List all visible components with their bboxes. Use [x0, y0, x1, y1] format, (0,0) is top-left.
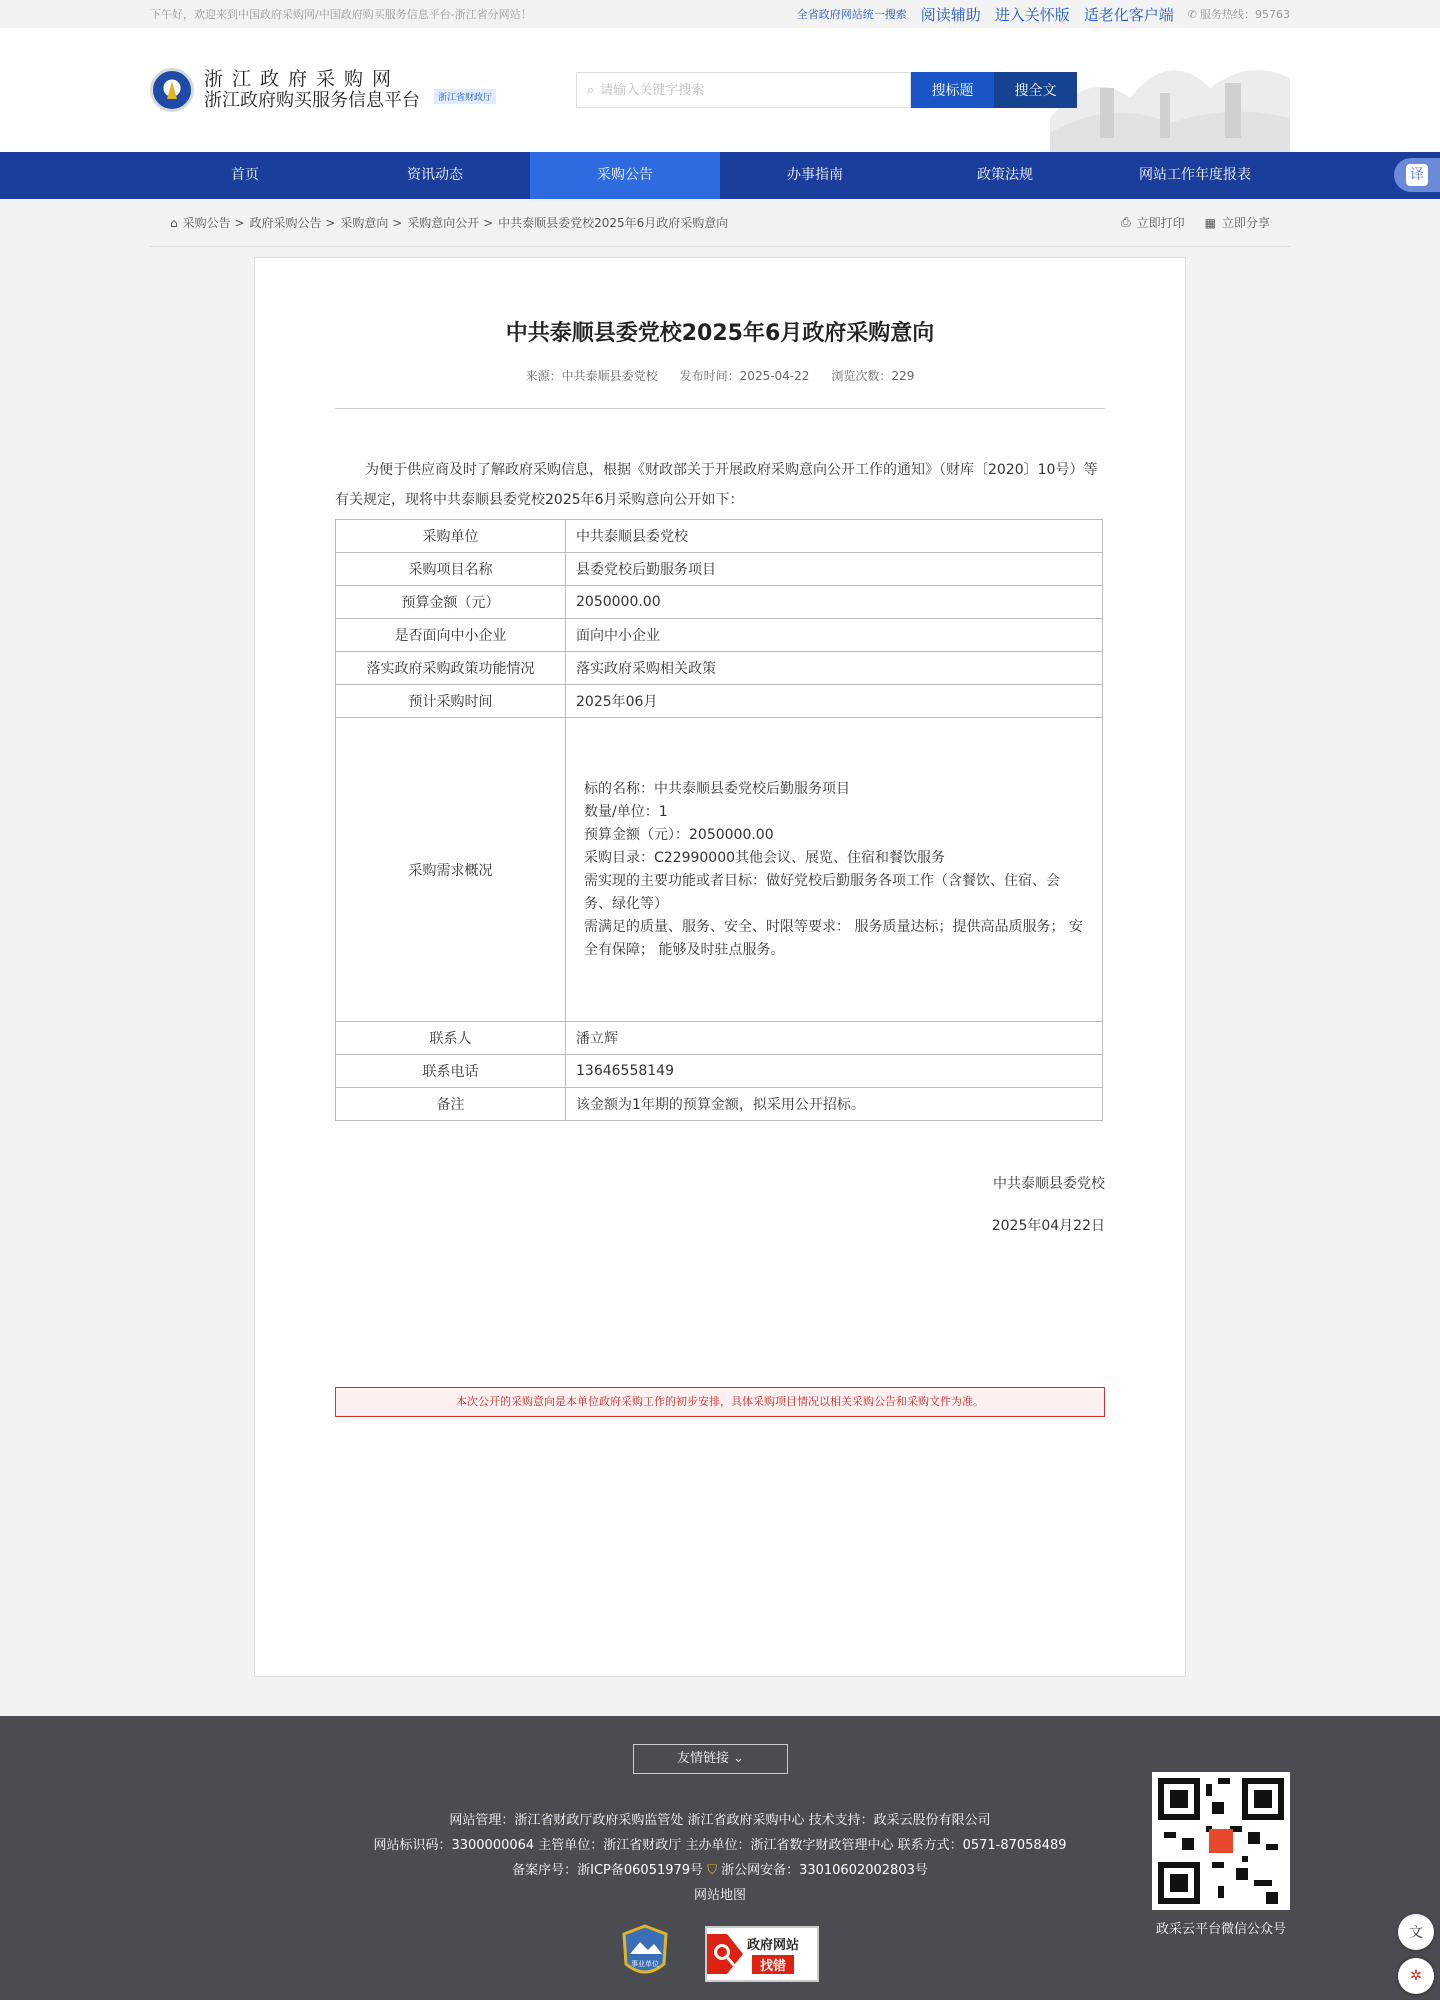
table-row — [336, 1055, 1103, 1088]
table-row — [336, 619, 1103, 652]
table-value: 面向中小企业 — [566, 619, 1103, 652]
requirement-cell — [566, 718, 1103, 1022]
article-meta — [335, 367, 1105, 384]
table-key: 预算金额（元） — [336, 586, 566, 619]
badge-find-label: 找错 — [752, 1955, 794, 1974]
qr-share-icon: ▦ — [1204, 215, 1216, 230]
table-value: 该金额为1年期的预算金额，拟采用公开招标。 — [566, 1088, 1103, 1121]
table-key: 联系电话 — [336, 1055, 566, 1088]
article-intro: 为便于供应商及时了解政府采购信息，根据《财政部关于开展政府采购意向公开工作的通知》（财库〔2020〕10号）等有关规定，现将中共泰顺县委党校2025年6月采购意向公开如下： — [335, 462, 1098, 508]
table-key: 是否面向中小企业 — [336, 619, 566, 652]
table-key: 采购项目名称 — [336, 553, 566, 586]
translate-glyph-icon: 文 — [1409, 1925, 1423, 1941]
logo-badge: 浙江省财政厅 — [434, 89, 496, 104]
magnifier-icon — [707, 1934, 743, 1974]
elder-client-link[interactable]: 适老化客户端 — [1083, 5, 1174, 24]
article-publish-time: 发布时间：2025-04-22 — [679, 369, 810, 383]
signature-date: 2025年04月22日 — [991, 1218, 1105, 1234]
top-bar — [0, 0, 1440, 28]
breadcrumb-item[interactable]: 采购意向 > — [340, 216, 403, 230]
requirement-line: 需满足的质量、服务、安全、时限等要求： 服务质量达标；提供高品质服务； 安全有保障； 能够及时驻点服务。 — [584, 918, 1083, 958]
article-title: 中共泰顺县委党校2025年6月政府采购意向 — [505, 321, 935, 346]
table-value: 中共泰顺县委党校 — [566, 520, 1103, 553]
icp-link[interactable]: 备案序号：浙ICP备06051979号 — [512, 1863, 704, 1878]
nav-item-1[interactable]: 资讯动态 — [407, 167, 463, 183]
table-key: 采购需求概况 — [336, 718, 566, 1022]
table-key: 采购单位 — [336, 520, 566, 553]
breadcrumb-item: 中共泰顺县委党校2025年6月政府采购意向 — [498, 216, 729, 230]
search-box — [576, 72, 911, 108]
nav-item-4[interactable]: 政策法规 — [977, 167, 1033, 183]
public-badge-label: 事业单位 — [631, 1960, 659, 1968]
nav-item-3[interactable]: 办事指南 — [787, 167, 843, 183]
notice-banner: 本次公开的采购意向是本单位政府采购工作的初步安排，具体采购项目情况以相关采购公告和采购文件为准。 — [335, 1387, 1105, 1417]
search-fulltext-button[interactable]: 搜全文 — [994, 72, 1077, 108]
network-icon: ✲ — [1410, 1968, 1422, 1984]
print-button[interactable]: ⎙ 立即打印 — [1121, 215, 1185, 230]
breadcrumb-item[interactable]: 采购意向公开 > — [407, 216, 494, 230]
qr-label: 政采云平台微信公众号 — [1155, 1922, 1286, 1937]
header — [0, 28, 1440, 152]
nav-item-5[interactable]: 网站工作年度报表 — [1139, 167, 1251, 183]
search-input[interactable] — [600, 83, 890, 98]
friend-links-dropdown[interactable]: 友情链接 ⌄ — [633, 1744, 788, 1774]
table-key: 联系人 — [336, 1022, 566, 1055]
footer-line-management: 网站管理：浙江省财政厅政府采购监管处 浙江省政府采购中心 技术支持：政采云股份有限公司 — [449, 1813, 991, 1828]
printer-icon: ⎙ — [1121, 215, 1131, 229]
divider — [335, 408, 1105, 409]
search-title-button[interactable]: 搜标题 — [911, 72, 994, 108]
search-bar — [576, 72, 1077, 108]
welcome-text: 下午好，欢迎来到中国政府采购网/中国政府购买服务信息平台-浙江省分网站！ — [150, 8, 532, 21]
emblem-icon — [150, 68, 194, 112]
phone-icon: ✆ — [1187, 7, 1197, 21]
chevron-down-icon: ⌄ — [733, 1751, 745, 1766]
table-key: 备注 — [336, 1088, 566, 1121]
translate-button[interactable] — [1394, 158, 1440, 192]
table-row — [336, 1022, 1103, 1055]
table-value: 县委党校后勤服务项目 — [566, 553, 1103, 586]
table-value: 2050000.00 — [566, 586, 1103, 619]
requirement-line: 需实现的主要功能或者目标：做好党校后勤服务各项工作（含餐饮、住宿、会务、绿化等） — [584, 872, 1060, 912]
nav-item-0[interactable]: 首页 — [231, 167, 259, 183]
requirement-line: 预算金额（元）：2050000.00 — [584, 826, 774, 843]
table-row — [336, 685, 1103, 718]
footer — [0, 1716, 1440, 2000]
breadcrumb-item[interactable]: 采购公告 > — [182, 216, 245, 230]
nav-item-2[interactable]: 采购公告 — [530, 152, 720, 199]
main-nav — [0, 152, 1440, 199]
table-row — [336, 652, 1103, 685]
logo-title: 浙江政府采购网 — [204, 68, 401, 90]
breadcrumb-item[interactable]: 政府采购公告 > — [249, 216, 336, 230]
table-value: 潘立辉 — [566, 1022, 1103, 1055]
footer-line-identifier: 网站标识码：3300000064 主管单位：浙江省财政厅 主办单位：浙江省数字财政管理中心 联系方式：0571-87058489 — [373, 1838, 1067, 1853]
table-value: 2025年06月 — [566, 685, 1103, 718]
sitemap-link[interactable]: 网站地图 — [693, 1888, 746, 1903]
language-float-button[interactable] — [1398, 1914, 1434, 1950]
care-mode-link[interactable]: 进入关怀版 — [994, 5, 1070, 24]
police-record-link[interactable]: 浙公网安备：33010602002803号 — [721, 1863, 928, 1878]
wechat-qr-code — [1152, 1772, 1290, 1910]
police-badge-icon: ⛉ — [707, 1863, 722, 1878]
table-row — [336, 520, 1103, 553]
logo-subtitle: 浙江政府购买服务信息平台 — [204, 90, 420, 111]
table-value: 13646558149 — [566, 1055, 1103, 1088]
table-row — [336, 586, 1103, 619]
table-row — [336, 1088, 1103, 1121]
public-institution-badge[interactable] — [622, 1924, 668, 1980]
requirement-line: 标的名称：中共泰顺县委党校后勤服务项目 — [584, 780, 850, 797]
requirement-line: 数量/单位：1 — [584, 803, 668, 820]
procurement-table — [335, 519, 1103, 1121]
requirement-line: 采购目录：C22990000其他会议、展览、住宿和餐饮服务 — [584, 849, 946, 866]
breadcrumb — [150, 199, 1290, 247]
network-float-button[interactable] — [1398, 1958, 1434, 1994]
table-key: 预计采购时间 — [336, 685, 566, 718]
search-icon: ⌕ — [587, 82, 595, 98]
badge-find-title: 政府网站 — [747, 1938, 800, 1953]
unified-search-link[interactable]: 全省政府网站统一搜索 — [796, 8, 907, 21]
table-row — [336, 553, 1103, 586]
hotline: ✆ 服务热线：95763 — [1187, 7, 1290, 21]
article-source: 来源：中共泰顺县委党校 — [525, 369, 658, 383]
share-button[interactable]: ▦ 立即分享 — [1204, 215, 1270, 230]
table-value: 落实政府采购相关政策 — [566, 652, 1103, 685]
gov-site-error-badge[interactable] — [705, 1926, 819, 1982]
qr-code-icon — [1158, 1778, 1284, 1904]
article-views: 浏览次数：229 — [831, 369, 915, 383]
site-logo[interactable] — [150, 68, 496, 112]
translate-icon: 译 — [1406, 164, 1428, 186]
home-icon[interactable]: ⌂ — [170, 215, 178, 230]
table-key: 落实政府采购政策功能情况 — [336, 652, 566, 685]
read-assist-link[interactable]: 阅读辅助 — [920, 5, 981, 24]
signature-org: 中共泰顺县委党校 — [993, 1176, 1105, 1192]
article-card — [254, 257, 1186, 1677]
table-row-requirement — [336, 718, 1103, 1022]
